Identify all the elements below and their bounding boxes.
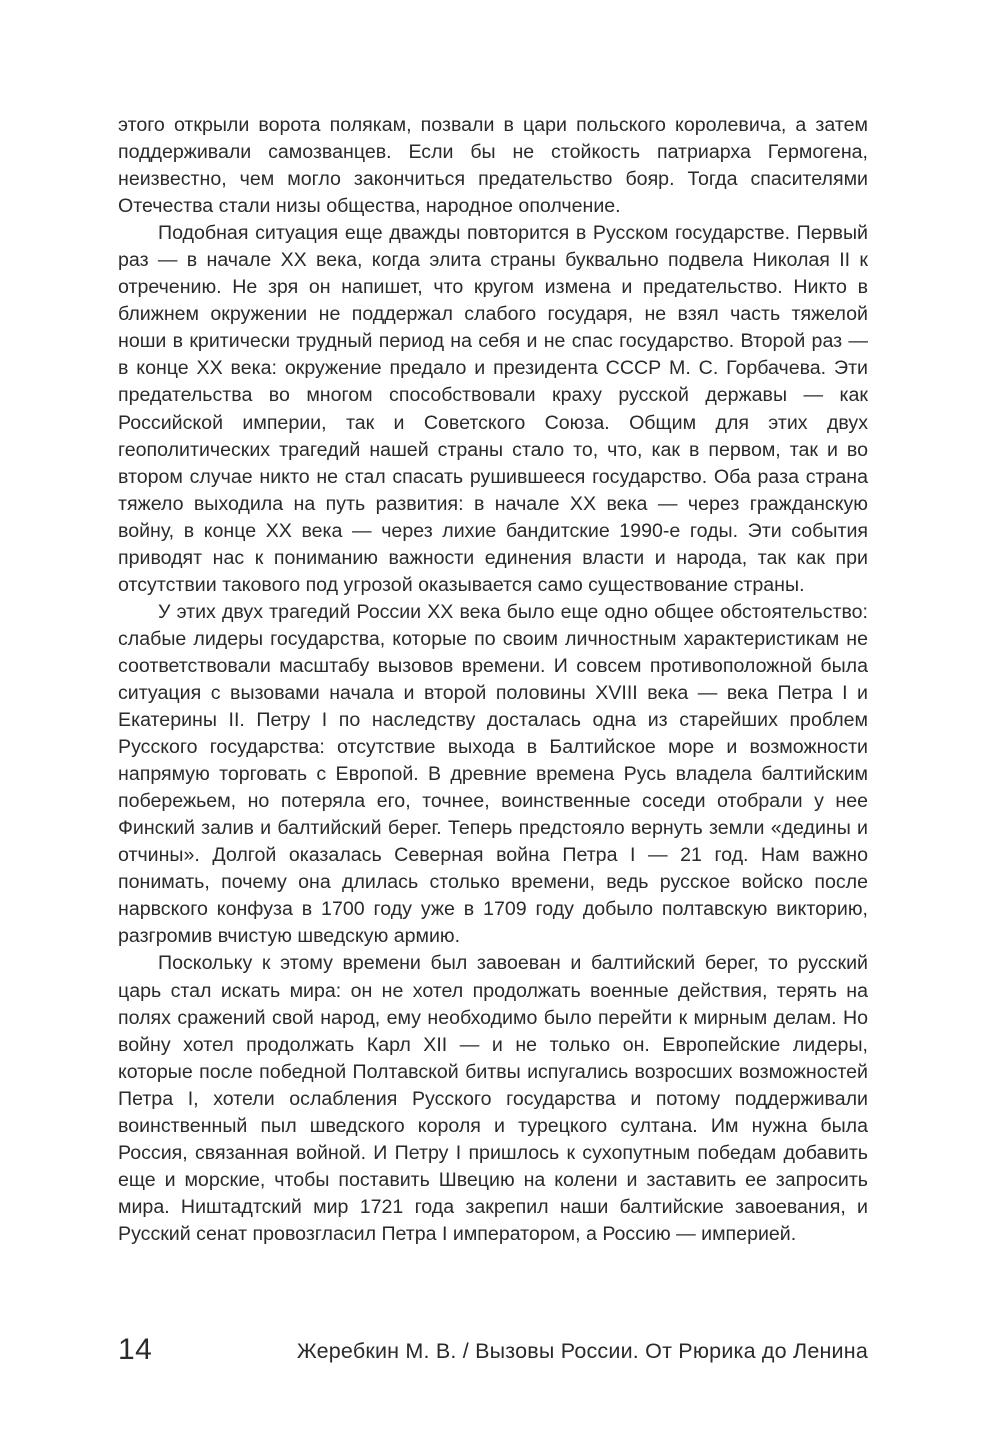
paragraph-continuation: этого открыли ворота полякам, позвали в цари польского королевича, а затем поддерживали самозванцев. Если бы не стойкость патриарха Гермогена, неизвестно, чем могло закончиться предательство бояр. Тогда спасителями Отечества стали низы общества, народное ополчение.	[118, 114, 868, 218]
page-number: 14	[118, 1333, 153, 1366]
main-text	[118, 112, 868, 1248]
paragraph: Поскольку к этому времени был завоеван и балтийский берег, то русский царь стал искать мира: он не хотел продолжать военные действия, терять на полях сражений свой народ, ему необходимо было перейти к мирным делам. Но войну хотел продолжать Карл XII — и не только он. Европейские лидеры, которые после победной Полтавской битвы испугались возросших возможностей Петра I, хотели ослабления Русского государства и потому поддерживали воинственный пыл шведского короля и турецкого султана. Им нужна была Россия, связанная войной. И Петру I пришлось к сухопутным победам добавить еще и морские, чтобы поставить Швецию на колени и заставить ее запросить мира. Ништадтский мир 1721 года закрепил наши балтийские завоевания, и Русский сенат провозгласил Петра I императором, а Россию — империей.	[118, 952, 868, 1245]
paragraph: Подобная ситуация еще дважды повторится в Русском государстве. Первый раз — в начале XX века, когда элита страны буквально подвела Николая II к отречению. Не зря он напишет, что кругом измена и предательство. Никто в ближнем окружении не поддержал слабого государя, не взял часть тяжелой ноши в критически трудный период на себя и не спас государство. Второй раз — в конце XX века: окружение предало и президента СССР М. С. Горбачева. Эти предательства во многом способствовали краху русской державы — как Российской империи, так и Советского Союза. Общим для этих двух геополитических трагедий нашей страны стало то, что, как в первом, так и во втором случае никто не стал спасать рушившееся государство. Оба раза страна тяжело выходила на путь развития: в начале XX века — через гражданскую войну, в конце XX века — через лихие бандитские 1990-е годы. Эти события приводят нас к пониманию важности единения власти и народа, так как при отсутствии такового под угрозой оказывается само существование страны.	[118, 222, 868, 596]
page-footer	[118, 1330, 868, 1370]
paragraph: У этих двух трагедий России XX века было еще одно общее обстоятельство: слабые лидеры государства, которые по своим личностным характеристикам не соответствовали масштабу вызовов времени. И совсем противоположной была ситуация с вызовами начала и второй половины XVIII века — века Петра I и Екатерины II. Петру I по наследству досталась одна из старейших проблем Русского государства: отсутствие выхода в Балтийское море и возможности напрямую торговать с Европой. В древние времена Русь владела балтийским побережьем, но потеряла его, точнее, воинственные соседи отобрали у нее Финский залив и балтийский берег. Теперь предстояло вернуть земли «дедины и отчины». Долгой оказалась Северная война Петра I — 21 год. Нам важно понимать, почему она длилась столько времени, ведь русское войско после нарвского конфуза в 1700 году уже в 1709 году добыло полтавскую викторию, разгромив вчистую шведскую армию.	[118, 600, 868, 948]
running-title: Жеребкин М. В. / Вызовы России. От Рюрика до Ленина	[296, 1339, 868, 1363]
